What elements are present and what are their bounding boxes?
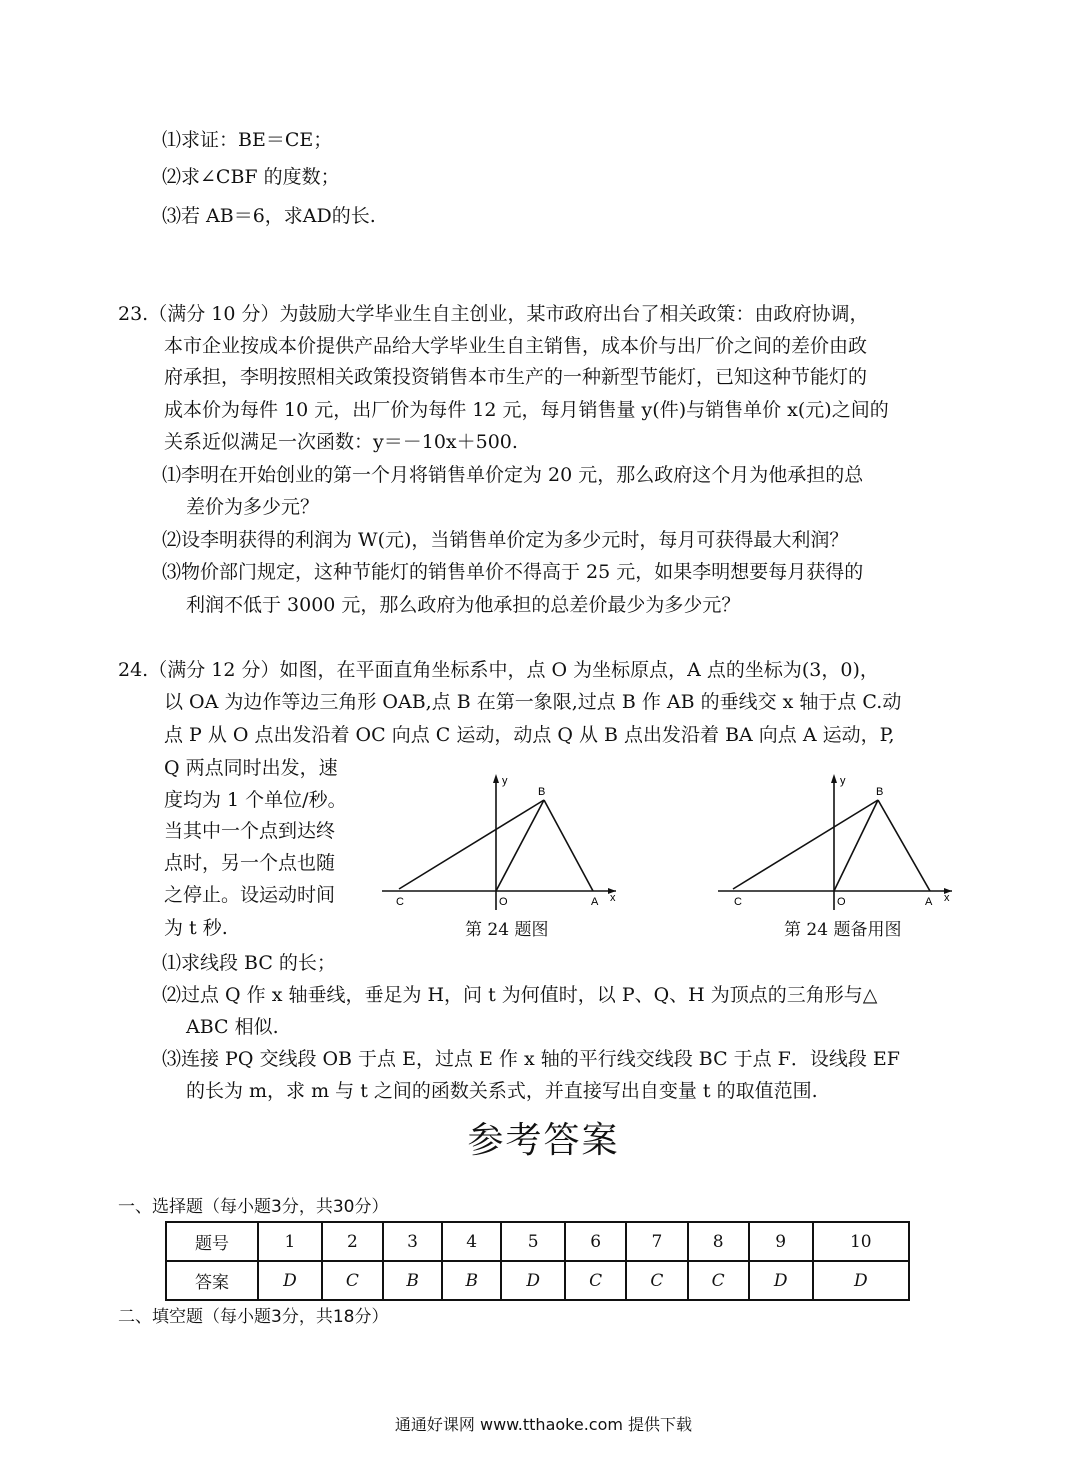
q23-line3: 府承担，李明按照相关政策投资销售本市生产的一种新型节能灯，已知这种节能灯的 (164, 366, 868, 388)
q24-line9: 为 t 秒. (164, 917, 228, 939)
answer-title: 参考答案 (467, 1120, 620, 1161)
q24-part3: ⑶连接 PQ 交线段 OB 于点 E，过点 E 作 x 轴的平行线交线段 BC 于点 F．设线段 EF (162, 1048, 900, 1070)
label-C: C (396, 896, 404, 908)
q23-line5: 关系近似满足一次函数：y＝－10x＋500. (164, 431, 518, 453)
label-y: y (840, 775, 846, 787)
label-O: O (499, 896, 508, 908)
q24-line8: 之停止。设运动时间 (164, 884, 336, 906)
label-B: B (876, 786, 884, 798)
answer-value: D (749, 1261, 813, 1300)
q22-part1: ⑴求证：BE＝CE； (162, 129, 333, 151)
q23-part3-cont: 利润不低于 3000 元，那么政府为他承担的总差价最少为多少元？ (186, 594, 741, 616)
answer-value: C (565, 1261, 626, 1300)
question-number: 10 (813, 1222, 909, 1261)
question-number: 1 (258, 1222, 322, 1261)
answer-value: C (626, 1261, 687, 1300)
q24-part2-cont: ABC 相似. (186, 1016, 279, 1038)
q24-figure-backup (718, 770, 958, 910)
section-fill-title: 二、填空题（每小题3分，共18分） (118, 1307, 389, 1327)
q24-part1: ⑴求线段 BC 的长； (162, 952, 336, 974)
question-number: 8 (688, 1222, 749, 1261)
answer-table (165, 1221, 910, 1301)
label-O: O (837, 896, 846, 908)
label-A: A (925, 896, 933, 908)
label-A: A (591, 896, 599, 908)
q23-part1: ⑴李明在开始创业的第一个月将销售单价定为 20 元，那么政府这个月为他承担的总 (162, 464, 864, 486)
q24-line1: 24.（满分 12 分）如图，在平面直角坐标系中，点 O 为坐标原点，A 点的坐标为(3，0)， (118, 659, 879, 681)
label-x: x (944, 892, 950, 904)
q24-line2: 以 OA 为边作等边三角形 OAB,点 B 在第一象限,过点 B 作 AB 的垂线交 x 轴于点 C.动 (164, 691, 902, 713)
q23-line4: 成本价为每件 10 元，出厂价为每件 12 元，每月销售量 y(件)与销售单价 x(元)之间的 (164, 399, 889, 421)
q22-part2: ⑵求∠CBF 的度数； (162, 166, 340, 188)
answer-value: C (322, 1261, 383, 1300)
caption-backup: 第 24 题备用图 (784, 920, 902, 940)
label-y: y (502, 775, 508, 787)
q24-figure-main (382, 770, 622, 910)
question-number: 7 (626, 1222, 687, 1261)
question-number: 5 (501, 1222, 565, 1261)
answer-value: D (258, 1261, 322, 1300)
q24-line3: 点 P 从 O 点出发沿着 OC 向点 C 运动，动点 Q 从 B 点出发沿着 BA 向点 A 运动，P, (164, 724, 895, 746)
table-row-numbers (166, 1222, 909, 1261)
q24-part3-cont: 的长为 m，求 m 与 t 之间的函数关系式，并直接写出自变量 t 的取值范围. (186, 1080, 818, 1102)
question-number: 4 (442, 1222, 501, 1261)
footer-source: 通通好课网 www.tthaoke.com 提供下载 (394, 1415, 693, 1434)
q23-part1-cont: 差价为多少元？ (186, 496, 320, 518)
q22-part3: ⑶若 AB＝6，求AD的长. (162, 205, 376, 227)
table-row-answers (166, 1261, 909, 1300)
q24-part2: ⑵过点 Q 作 x 轴垂线，垂足为 H，问 t 为何值时，以 P、Q、H 为顶点的三角形与△ (162, 984, 878, 1006)
question-number: 9 (749, 1222, 813, 1261)
answer-value: C (688, 1261, 749, 1300)
answer-value: D (813, 1261, 909, 1300)
q24-line4: Q 两点同时出发，速 (164, 757, 338, 779)
q23-line1: 23.（满分 10 分）为鼓励大学毕业生自主创业，某市政府出台了相关政策：由政府协调， (118, 303, 869, 325)
q24-line5: 度均为 1 个单位/秒。 (164, 789, 347, 811)
q24-line7: 点时，另一个点也随 (164, 852, 336, 874)
caption-main: 第 24 题图 (465, 920, 549, 940)
section-choice-title: 一、选择题（每小题3分，共30分） (118, 1197, 389, 1217)
answer-value: B (383, 1261, 442, 1300)
question-number: 2 (322, 1222, 383, 1261)
label-B: B (538, 786, 546, 798)
q23-line2: 本市企业按成本价提供产品给大学毕业生自主销售，成本价与出厂价之间的差价由政 (164, 335, 868, 357)
answer-value: D (501, 1261, 565, 1300)
header-answer: 答案 (166, 1261, 258, 1300)
header-question-number: 题号 (166, 1222, 258, 1261)
label-x: x (610, 892, 616, 904)
answer-value: B (442, 1261, 501, 1300)
q23-part3: ⑶物价部门规定，这种节能灯的销售单价不得高于 25 元，如果李明想要每月获得的 (162, 561, 864, 583)
q24-line6: 当其中一个点到达终 (164, 820, 336, 842)
q23-part2: ⑵设李明获得的利润为 W(元)，当销售单价定为多少元时，每月可获得最大利润？ (162, 529, 849, 551)
question-number: 6 (565, 1222, 626, 1261)
question-number: 3 (383, 1222, 442, 1261)
label-C: C (734, 896, 742, 908)
